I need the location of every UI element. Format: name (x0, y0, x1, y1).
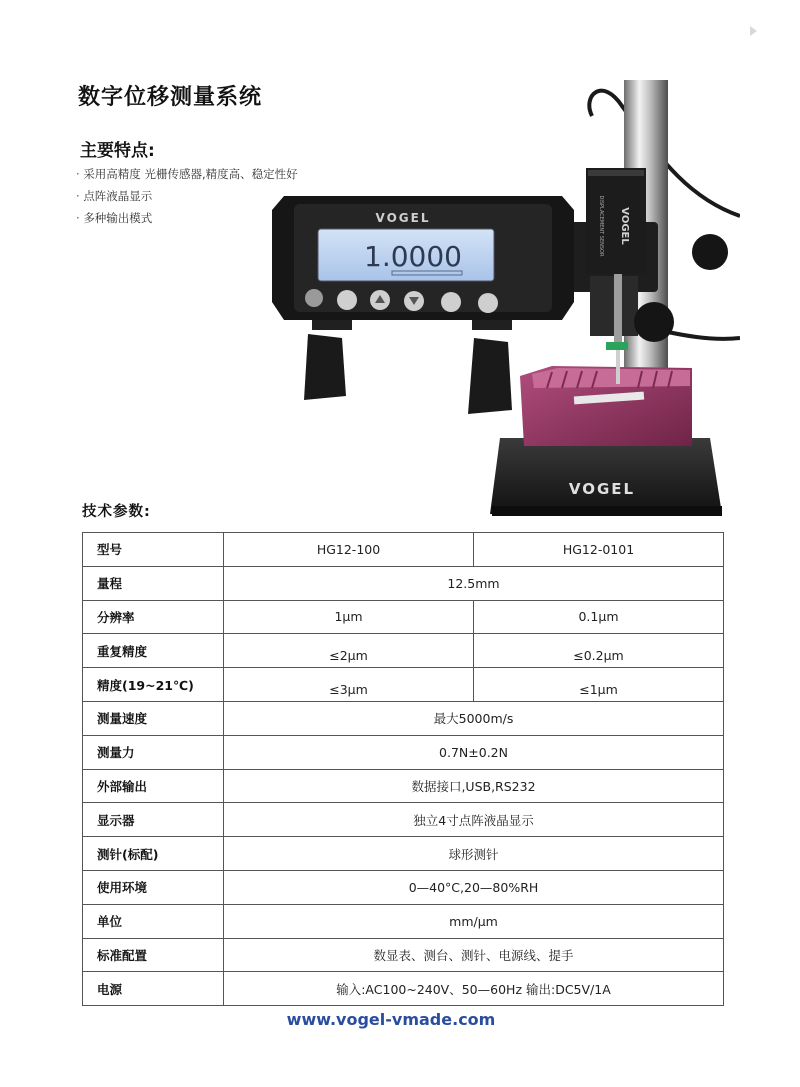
cell-model-a: HG12-100 (224, 533, 474, 567)
row-label: 电源 (83, 972, 224, 1006)
cell-model-b: ≤1μm (474, 668, 724, 702)
cell-model-a: ≤3μm (224, 668, 474, 702)
row-label: 测针(标配) (83, 837, 224, 871)
table-row (83, 668, 724, 702)
table-row (83, 634, 724, 668)
stand-base (490, 438, 722, 514)
cell-model-a: 1μm (224, 600, 474, 634)
cell-value: 球形测针 (224, 837, 724, 871)
row-label: 分辨率 (83, 600, 224, 634)
displacement-sensor (586, 168, 646, 274)
zero-button (337, 290, 357, 310)
feature-item: · 点阵液晶显示 (76, 185, 298, 207)
cell-value: 12.5mm (224, 566, 724, 600)
row-label: 测量力 (83, 735, 224, 769)
cell-value: 输入:AC100~240V、50—60Hz 输出:DC5V/1A (224, 972, 724, 1006)
table-row (83, 533, 724, 567)
table-row (83, 972, 724, 1006)
cell-model-b: 0.1μm (474, 600, 724, 634)
table-row (83, 803, 724, 837)
row-label: 外部输出 (83, 769, 224, 803)
cell-value: 数据接口,USB,RS232 (224, 769, 724, 803)
specs-table (82, 532, 724, 1006)
table-row (83, 870, 724, 904)
cell-model-b: ≤0.2μm (474, 634, 724, 668)
cell-model-b: HG12-0101 (474, 533, 724, 567)
cell-value: 最大5000m/s (224, 701, 724, 735)
row-label: 型号 (83, 533, 224, 567)
table-row (83, 938, 724, 972)
corner-arrow-icon (750, 26, 757, 36)
display-brand-logo: VOGEL (375, 211, 431, 225)
cell-value: 0—40°C,20—80%RH (224, 870, 724, 904)
table-row (83, 904, 724, 938)
display-foot-left (304, 334, 346, 400)
row-label: 使用环境 (83, 870, 224, 904)
row-label: 单位 (83, 904, 224, 938)
cell-value: 独立4寸点阵液晶显示 (224, 803, 724, 837)
table-row (83, 701, 724, 735)
hold-button (478, 293, 498, 313)
website-link[interactable]: www.vogel-vmade.com (286, 1010, 496, 1029)
features-heading: 主要特点: (80, 141, 155, 161)
product-image (262, 76, 740, 526)
table-row (83, 769, 724, 803)
table-row (83, 600, 724, 634)
display-foot-right (468, 338, 512, 414)
cell-model-a: ≤2μm (224, 634, 474, 668)
base-brand-logo: VOGEL (568, 480, 636, 498)
probe-ring (606, 342, 628, 350)
cell-value: 0.7N±0.2N (224, 735, 724, 769)
row-label: 显示器 (83, 803, 224, 837)
sensor-brand-logo: VOGEL (619, 207, 630, 245)
specs-heading: 技术参数: (82, 504, 151, 520)
row-label: 量程 (83, 566, 224, 600)
lcd-reading: 1.0000 (364, 240, 462, 273)
table-row (83, 837, 724, 871)
row-label: 重复精度 (83, 634, 224, 668)
cell-value: 数显表、测台、测针、电源线、提手 (224, 938, 724, 972)
table-row (83, 566, 724, 600)
feature-item: · 多种输出模式 (76, 207, 298, 229)
cell-value: mm/μm (224, 904, 724, 938)
probe-tip (616, 350, 620, 384)
feature-item: · 采用高精度 光栅传感器,精度高、稳定性好 (76, 163, 298, 185)
table-row (83, 735, 724, 769)
row-label: 精度(19~21℃) (83, 668, 224, 702)
mode-button (441, 292, 461, 312)
sensor-label: DISPLACEMENT SENSOR (598, 195, 604, 257)
power-button (305, 289, 323, 307)
page-title: 数字位移测量系统 (78, 85, 263, 110)
row-label: 标准配置 (83, 938, 224, 972)
row-label: 测量速度 (83, 701, 224, 735)
clamp-knob-lower (634, 302, 674, 342)
clamp-knob-right (692, 234, 728, 270)
